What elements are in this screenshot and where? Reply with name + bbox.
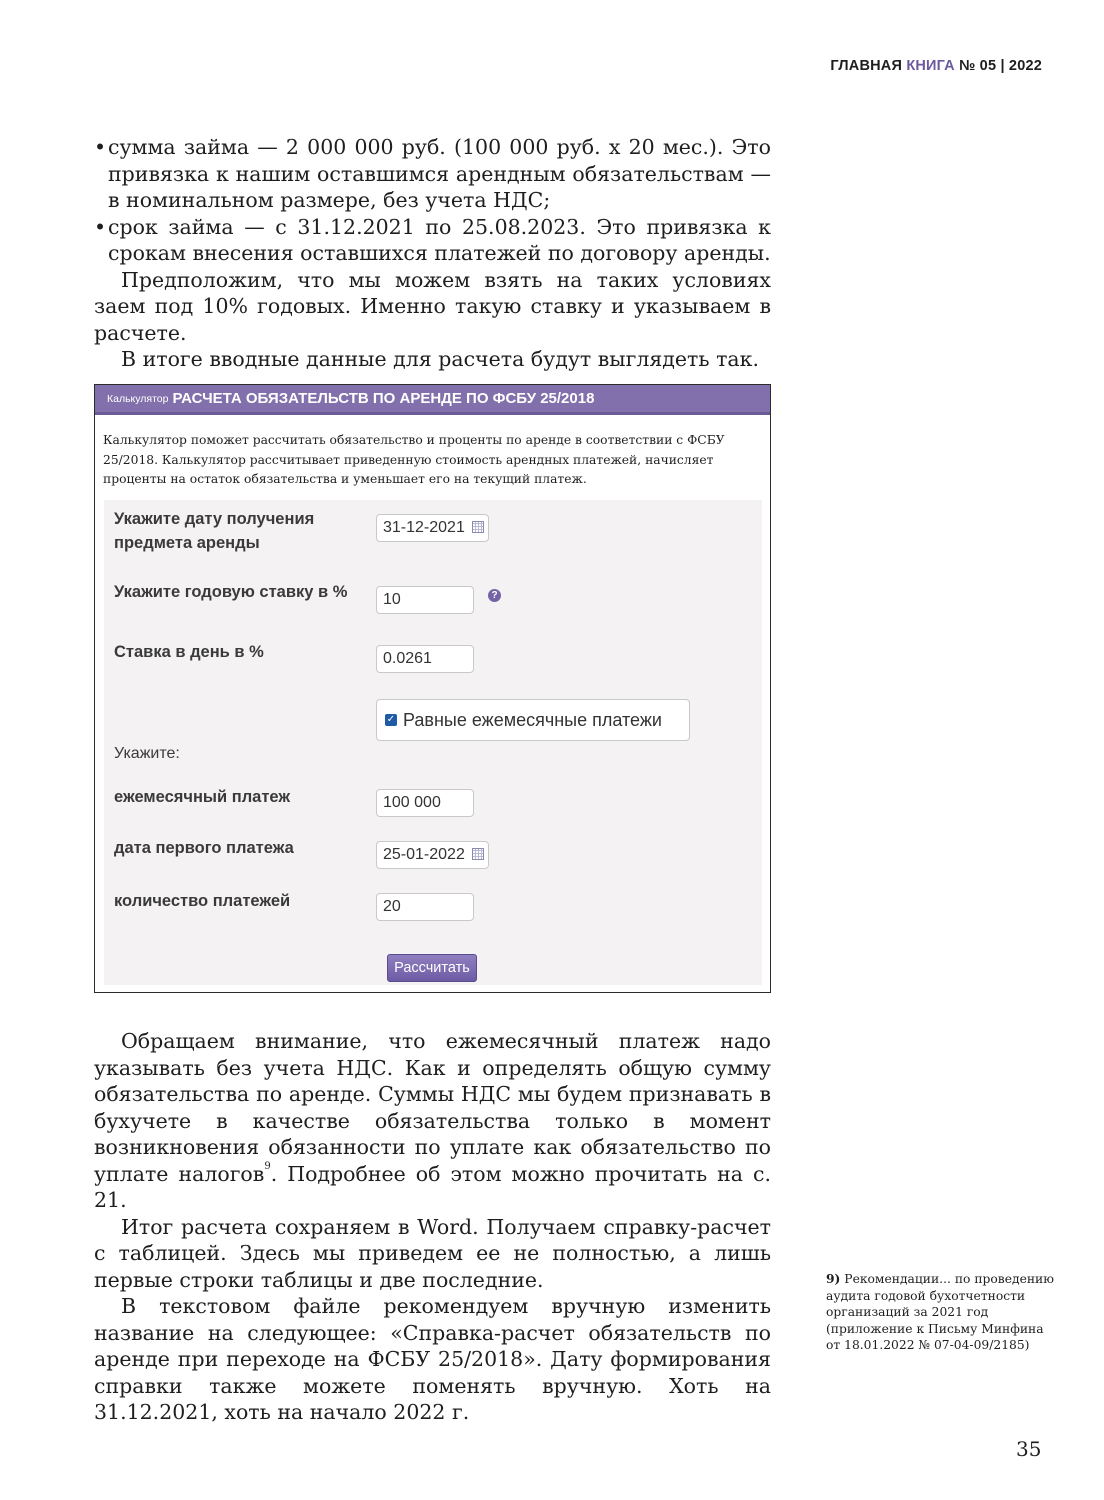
monthly-payment-input[interactable] bbox=[376, 789, 474, 817]
footnote bbox=[826, 1271, 1056, 1354]
calculator-description: Калькулятор поможет рассчитать обязательство и проценты по аренде в соответствии с ФСБУ 25/2018. Калькулятор рассчитывает приведенную стоимость арендных платежей, начисляет проценты на остаток обязательства и уменьшает его на текущий платеж. bbox=[103, 433, 725, 486]
paragraph: Предположим, что мы можем взять на таких условиях заем под 10% годовых. Именно такую ставку и указываем в расчете. bbox=[94, 267, 771, 345]
payment-count-input[interactable] bbox=[376, 893, 474, 921]
body-text bbox=[94, 1028, 771, 1426]
first-payment-date-input[interactable] bbox=[376, 841, 489, 869]
payment-count-label: количество платежей bbox=[114, 892, 291, 910]
calculator-title: РАСЧЕТА ОБЯЗАТЕЛЬСТВ ПО АРЕНДЕ ПО ФСБУ 25/2018 bbox=[172, 390, 595, 407]
calculator-title-small: Калькулятор bbox=[107, 392, 169, 405]
annual-rate-label: Укажите годовую ставку в % bbox=[114, 583, 348, 601]
monthly-payment-label: ежемесячный платеж bbox=[114, 788, 291, 806]
checkbox-checked-icon[interactable]: ✓ bbox=[386, 714, 396, 725]
calendar-icon[interactable] bbox=[472, 848, 484, 860]
bullet-item: • сумма займа — 2 000 000 руб. (100 000 руб. х 20 мес.). Это привязка к нашим оставшимся арендным обязательствам — в номинальном размере, без учета НДС; bbox=[94, 134, 771, 214]
paragraph: В итоге вводные данные для расчета будут выглядеть так. bbox=[121, 347, 759, 371]
help-icon[interactable]: ? bbox=[488, 589, 501, 602]
calculator-title-bar bbox=[95, 385, 770, 415]
annual-rate-input[interactable] bbox=[376, 586, 474, 614]
calculator-form bbox=[104, 500, 762, 985]
bullet-list bbox=[94, 134, 771, 267]
daily-rate-label: Ставка в день в % bbox=[114, 643, 264, 661]
lease-date-input[interactable] bbox=[376, 514, 489, 542]
header-issue: № 05 | 2022 bbox=[959, 58, 1042, 74]
footnote-number: 9) bbox=[826, 1271, 841, 1286]
calendar-icon[interactable] bbox=[472, 521, 484, 533]
specify-label: Укажите: bbox=[114, 745, 180, 762]
page-number: 35 bbox=[1016, 1437, 1042, 1461]
monthly-payment-value: 100 000 bbox=[383, 794, 441, 811]
first-payment-date-value: 25-01-2022 bbox=[383, 846, 465, 863]
paragraph: Итог расчета сохраняем в Word. Получаем справку-расчет с таблицей. Здесь мы приведем ее не полностью, а лишь первые строки таблицы и две последние. bbox=[94, 1214, 771, 1292]
lease-date-value: 31-12-2021 bbox=[383, 519, 465, 536]
footnote-text: Рекомендации... по проведению аудита годовой бухотчетности организаций за 2021 год (приложение к Письму Минфина от 18.01.2022 № 07-04-09/2185) bbox=[826, 1272, 1054, 1352]
paragraph bbox=[94, 1028, 771, 1214]
daily-rate-input[interactable] bbox=[376, 645, 474, 673]
payment-count-value: 20 bbox=[383, 898, 401, 915]
header-magazine-accent: КНИГА bbox=[906, 58, 955, 74]
paragraph: В текстовом файле рекомендуем вручную изменить название на следующее: «Справка-расчет обязательств по аренде при переходе на ФСБУ 25/2018». Дату формирования справки также можете поменять вручную. Хоть на 31.12.2021, хоть на начало 2022 г. bbox=[94, 1294, 771, 1424]
lease-date-label: Укажите дату получения предмета аренды bbox=[114, 510, 315, 552]
running-header bbox=[830, 58, 1042, 74]
footnote-ref: 9 bbox=[264, 1160, 271, 1172]
paragraph-text: Обращаем внимание, что ежемесячный платеж надо указывать без учета НДС. Как и определять общую сумму обязательства по аренде. Суммы НДС мы будем признавать в бухучете в качестве обязательства только в момент возникновения обязанности по уплате как обязательство по уплате налогов bbox=[94, 1029, 771, 1186]
intro-text bbox=[94, 134, 771, 373]
annual-rate-value: 10 bbox=[383, 591, 401, 608]
calculator-screenshot bbox=[94, 384, 771, 993]
bullet-item: • срок займа — с 31.12.2021 по 25.08.2023. Это привязка к срокам внесения оставшихся платежей по договору аренды. bbox=[94, 214, 771, 267]
equal-payments-option[interactable] bbox=[376, 699, 690, 741]
header-magazine-name: ГЛАВНАЯ bbox=[830, 58, 903, 74]
calculate-button[interactable]: Рассчитать bbox=[387, 954, 477, 982]
daily-rate-value: 0.0261 bbox=[383, 650, 432, 667]
equal-payments-label: Равные ежемесячные платежи bbox=[403, 709, 662, 730]
first-payment-date-label: дата первого платежа bbox=[114, 839, 294, 857]
paragraph-text: . Подробнее об этом можно прочитать на с. 21. bbox=[94, 1161, 771, 1212]
